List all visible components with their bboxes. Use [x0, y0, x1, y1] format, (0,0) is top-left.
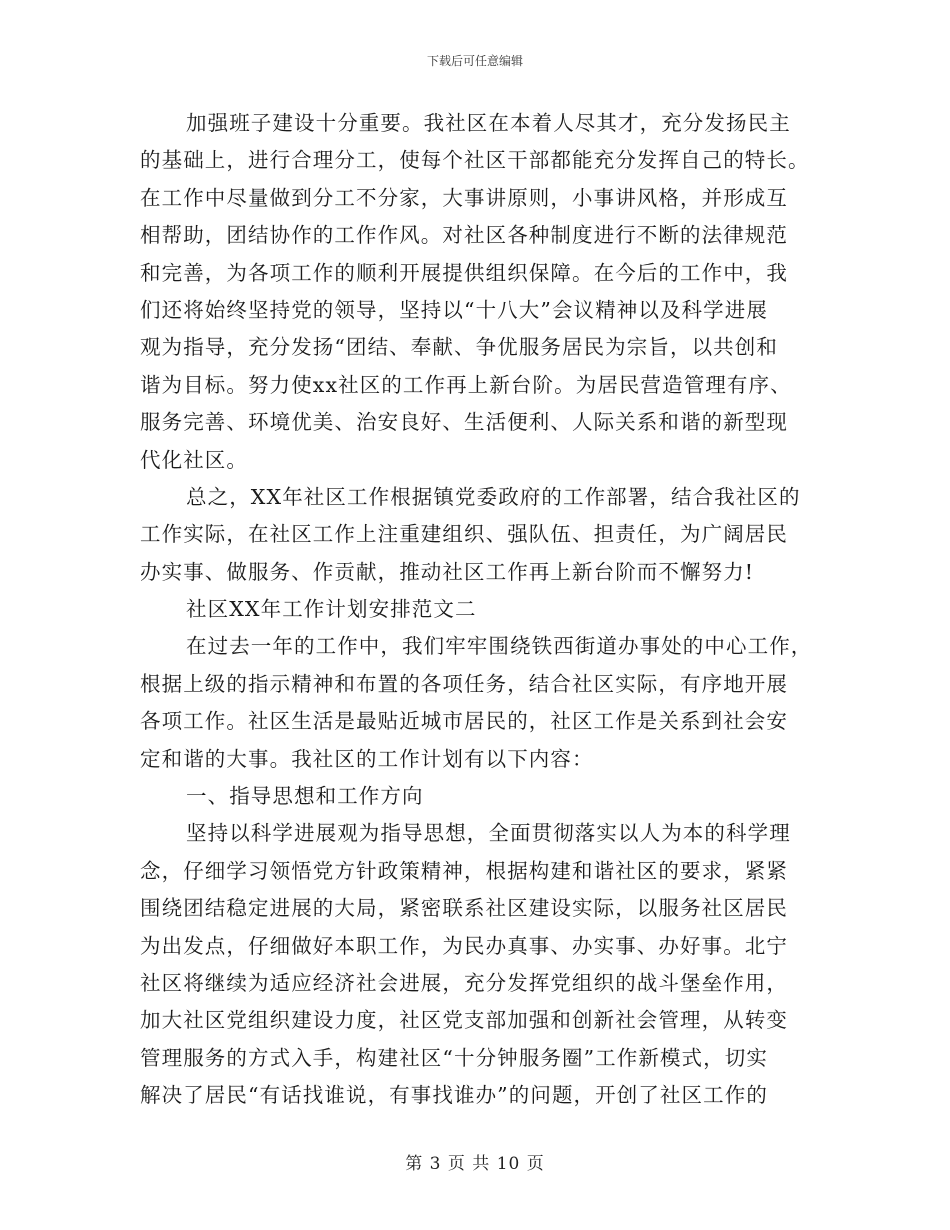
- text-line: 念，仔细学习领悟党方针政策精神，根据构建和谐社区的要求，紧紧: [140, 858, 788, 883]
- text-line: 相帮助，团结协作的工作作风。对社区各种制度进行不断的法律规范: [140, 223, 788, 248]
- text-line: 坚持以科学进展观为指导思想，全面贯彻落实以人为本的科学理: [186, 821, 791, 846]
- text-line: 办实事、做服务、作贡献，推动社区工作再上新台阶而不懈努力!: [140, 559, 755, 584]
- text-line: 定和谐的大事。我社区的工作计划有以下内容：: [140, 746, 594, 771]
- text-line: 在过去一年的工作中，我们牢牢围绕铁西街道办事处的中心工作，: [186, 634, 813, 659]
- text-line: 总之，XX年社区工作根据镇党委政府的工作部署，结合我社区的: [186, 484, 801, 509]
- text-line: 为出发点，仔细做好本职工作，为民办真事、办实事、办好事。北宁: [140, 933, 788, 958]
- section-heading: 一、指导思想和工作方向: [186, 784, 424, 809]
- text-line: 管理服务的方式入手，构建社区“十分钟服务圈”工作新模式，切实: [140, 1045, 768, 1070]
- text-line: 的基础上，进行合理分工，使每个社区干部都能充分发挥自己的特长。: [140, 148, 810, 173]
- page-number-footer: 第 3 页 共 10 页: [405, 1154, 545, 1174]
- text-line: 根据上级的指示精神和布置的各项任务，结合社区实际，有序地开展: [140, 671, 788, 696]
- text-line: 代化社区。: [140, 447, 248, 472]
- text-line: 服务完善、环境优美、治安良好、生活便利、人际关系和谐的新型现: [140, 410, 788, 435]
- document-body: [140, 105, 813, 1115]
- section-heading: 社区XX年工作计划安排范文二: [186, 597, 477, 622]
- text-line: 们还将始终坚持党的领导，坚持以“十八大”会议精神以及科学进展: [140, 297, 768, 322]
- text-line: 观为指导，充分发扬“团结、奉献、争优服务居民为宗旨，以共创和: [140, 335, 778, 360]
- text-line: 加大社区党组织建设力度，社区党支部加强和创新社会管理，从转变: [140, 1008, 788, 1033]
- text-line: 和完善，为各项工作的顺利开展提供组织保障。在今后的工作中，我: [140, 260, 788, 285]
- page-header: 下载后可任意编辑: [426, 54, 523, 68]
- text-line: 社区将继续为适应经济社会进展，充分发挥党组织的战斗堡垒作用，: [140, 970, 788, 995]
- text-line: 各项工作。社区生活是最贴近城市居民的，社区工作是关系到社会安: [140, 709, 788, 734]
- text-line: 围绕团结稳定进展的大局，紧密联系社区建设实际，以服务社区居民: [140, 896, 788, 921]
- text-line: 谐为目标。努力使xx社区的工作再上新台阶。为居民营造管理有序、: [140, 372, 792, 397]
- text-line: 解决了居民“有话找谁说，有事找谁办”的问题，开创了社区工作的: [140, 1083, 768, 1108]
- text-line: 在工作中尽量做到分工不分家，大事讲原则，小事讲风格，并形成互: [140, 185, 788, 210]
- text-line: 加强班子建设十分重要。我社区在本着人尽其才，充分发扬民主: [186, 111, 791, 135]
- text-line: 工作实际，在社区工作上注重建组织、强队伍、担责任，为广阔居民: [140, 522, 788, 547]
